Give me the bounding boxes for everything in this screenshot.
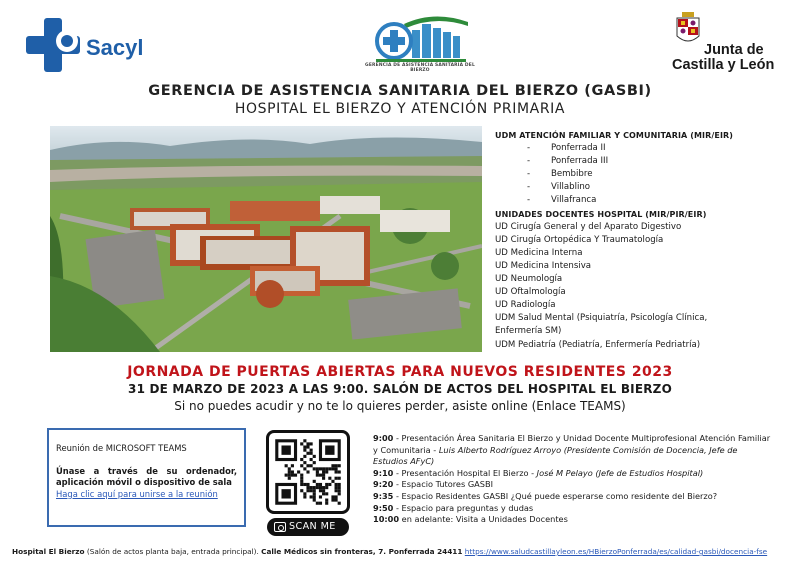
gasbi-emblem-icon (364, 10, 476, 64)
list-item: UDM Salud Mental (Psiquiatría, Psicología Clínica, (495, 313, 708, 324)
teams-title: Reunión de MICROSOFT TEAMS (56, 443, 187, 453)
agenda-item: 9:10 - Presentación Hospital El Bierzo - José M Pelayo (Jefe de Estudios Hospital) (373, 467, 704, 478)
qr-code-icon (269, 433, 347, 511)
teaching-units-list (495, 129, 785, 352)
list-item: - Villafranca (527, 195, 597, 206)
list-item: - Ponferrada II (527, 143, 606, 154)
list-item: UDM Pediatría (Pediatría, Enfermería Pedriatría) (495, 339, 701, 350)
list-item: UD Cirugía Ortopédica Y Traumatología (495, 234, 664, 245)
footer (12, 547, 792, 556)
teams-meeting-box (47, 428, 246, 527)
agenda-item: 9:35 - Espacio Residentes GASBI ¿Qué puede esperarse como residente del Bierzo? (373, 490, 718, 501)
sacyl-name: Sacyl (86, 35, 144, 60)
gasbi-logo (364, 10, 476, 80)
list-item: - Ponferrada III (527, 156, 609, 167)
agenda-item: 9:00 - Presentación Área Sanitaria El Bierzo y Unidad Docente Multiprofesional Atención Familiar y Comunitaria - Luis Alberto Rodríguez Arroyo (Presidente Comisión de Docencia, Jefe de Estudios AFyC) (373, 433, 771, 467)
list-item: UD Medicina Intensiva (495, 260, 592, 271)
sacyl-cross-icon (26, 18, 80, 72)
list-item: UD Radiología (495, 300, 556, 311)
agenda-item: 9:50 - Espacio para preguntas y dudas (373, 502, 534, 513)
list-item: - Villablino (527, 182, 591, 193)
agenda-item: 10:00 en adelante: Visita a Unidades Docentes (373, 514, 568, 525)
hospital-aerial-photo (50, 126, 482, 352)
list-item: UD Cirugía General y del Aparato Digestivo (495, 221, 682, 232)
event-date: 31 DE MARZO DE 2023 A LAS 9:00. SALÓN DE ACTOS DEL HOSPITAL EL BIERZO (128, 382, 672, 396)
footer-place: Hospital El Bierzo (12, 547, 85, 556)
page-title: GERENCIA DE ASISTENCIA SANITARIA DEL BIERZO (GASBI) (148, 83, 652, 99)
footer-link[interactable]: https://www.saludcastillayleon.es/HBierzoPonferrada/es/calidad-gasbi/docencia-fse (464, 547, 768, 556)
qr-code (266, 430, 350, 536)
list-item: - Bembibre (527, 169, 593, 180)
teams-join-link[interactable]: Haga clic aquí para unirse a la reunión (56, 488, 218, 499)
list-item: Enfermería SM) (495, 326, 562, 337)
list-item: UD Oftalmología (495, 287, 566, 298)
jcyl-line2: Castilla y León (672, 57, 775, 73)
jcyl-shield-icon (676, 12, 700, 46)
event-title: JORNADA DE PUERTAS ABIERTAS PARA NUEVOS RESIDENTES 2023 (127, 364, 673, 380)
hospital-units-header: UNIDADES DOCENTES HOSPITAL (MIR/PIR/EIR) (495, 209, 707, 219)
list-item: UD Neumología (495, 274, 563, 285)
scan-me-label: SCAN ME (267, 518, 349, 536)
camera-icon (274, 522, 286, 532)
qr-code-frame (266, 430, 350, 514)
teams-join-text: Únase a través de su ordenador, aplicación móvil o dispositivo de sala (56, 466, 237, 488)
agenda-item: 9:20 - Espacio Tutores GASBI (373, 479, 494, 490)
sacyl-logo (26, 18, 156, 72)
footer-address: Calle Médicos sin fronteras, 7. Ponferrada 24411 (261, 547, 463, 556)
jcyl-line1: Junta de (704, 42, 764, 58)
jcyl-logo (672, 10, 775, 76)
footer-place-detail: (Salón de actos planta baja, entrada principal). (84, 547, 262, 556)
family-units-header: UDM ATENCIÓN FAMILIAR Y COMUNITARIA (MIR/EIR) (495, 131, 734, 140)
page-subtitle: HOSPITAL EL BIERZO Y ATENCIÓN PRIMARIA (234, 101, 566, 117)
list-item: UD Medicina Interna (495, 247, 583, 258)
gasbi-logo-text: GERENCIA DE ASISTENCIA SANITARIA DEL BIERZO (365, 63, 475, 74)
event-online-note: Si no puedes acudir y no te lo quieres perder, asiste online (Enlace TEAMS) (174, 399, 626, 413)
agenda (373, 433, 773, 526)
